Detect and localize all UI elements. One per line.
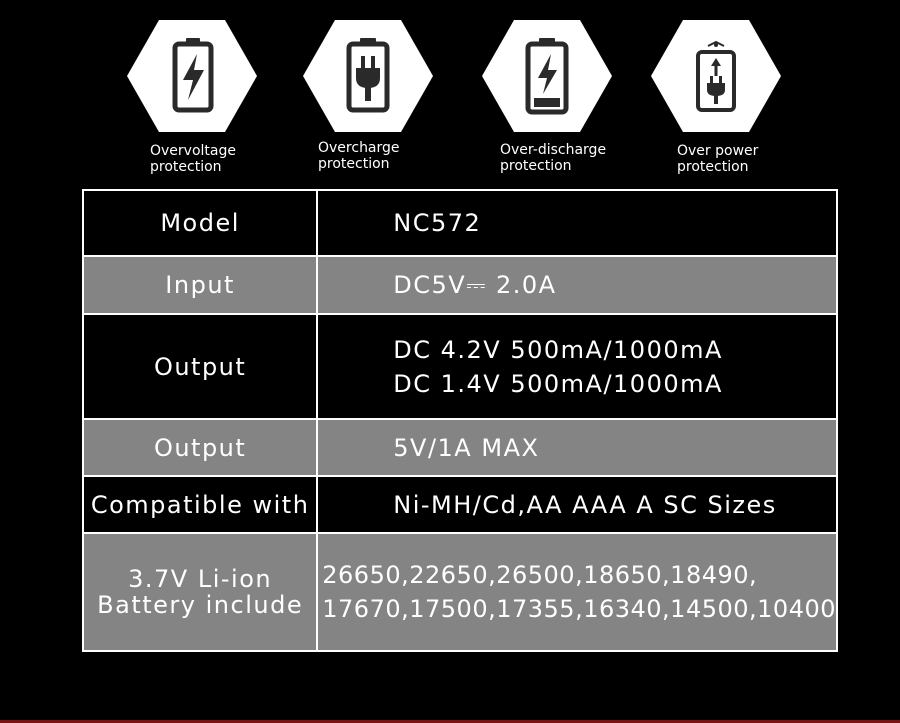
feature-overcharge <box>302 18 452 188</box>
spec-label: Input <box>83 256 317 314</box>
spec-label: Model <box>83 190 317 256</box>
spec-row-liion <box>83 533 837 651</box>
spec-value-line1: DC 4.2V 500mA/1000mA <box>393 335 723 364</box>
spec-label: Output <box>83 314 317 419</box>
feature-label-line2: protection <box>677 159 749 175</box>
spec-row-model <box>83 190 837 256</box>
feature-label-line1: Over power <box>677 143 759 159</box>
feature-label-line2: protection <box>500 158 572 174</box>
spec-row-input <box>83 256 837 314</box>
feature-over-discharge <box>481 18 631 188</box>
feature-label-line1: Overcharge <box>318 140 400 156</box>
spec-value <box>317 533 837 651</box>
spec-value <box>317 314 837 419</box>
feature-over-power <box>650 18 800 188</box>
spec-label: Output <box>83 419 317 476</box>
feature-overvoltage <box>126 18 276 188</box>
spec-row-output <box>83 314 837 419</box>
feature-label-line2: protection <box>150 159 222 175</box>
battery-power-icon <box>650 18 782 134</box>
spec-value: 5V/1A MAX <box>317 419 837 476</box>
spec-row-compatible <box>83 476 837 533</box>
battery-bolt-icon <box>126 18 258 134</box>
feature-label-line1: Over-discharge <box>500 142 607 158</box>
spec-label <box>83 533 317 651</box>
spec-value: Ni-MH/Cd,AA AAA A SC Sizes <box>317 476 837 533</box>
spec-value: DC5V⎓ 2.0A <box>317 256 837 314</box>
battery-plug-icon <box>302 18 434 134</box>
spec-label-line2: Battery include <box>97 591 304 619</box>
spec-value-line2: 17670,17500,17355,16340,14500,10400 <box>322 595 836 623</box>
spec-value: NC572 <box>317 190 837 256</box>
battery-low-bolt-icon <box>481 18 613 134</box>
spec-value-line2: DC 1.4V 500mA/1000mA <box>393 369 723 398</box>
feature-label-line1: Overvoltage <box>150 143 236 159</box>
spec-table <box>82 189 838 652</box>
feature-icons-row <box>0 0 900 185</box>
spec-row-output-usb <box>83 419 837 476</box>
spec-label-line1: 3.7V Li-ion <box>128 565 273 593</box>
feature-label-line2: protection <box>318 156 390 172</box>
spec-label: Compatible with <box>83 476 317 533</box>
spec-value-line1: 26650,22650,26500,18650,18490, <box>322 561 758 589</box>
